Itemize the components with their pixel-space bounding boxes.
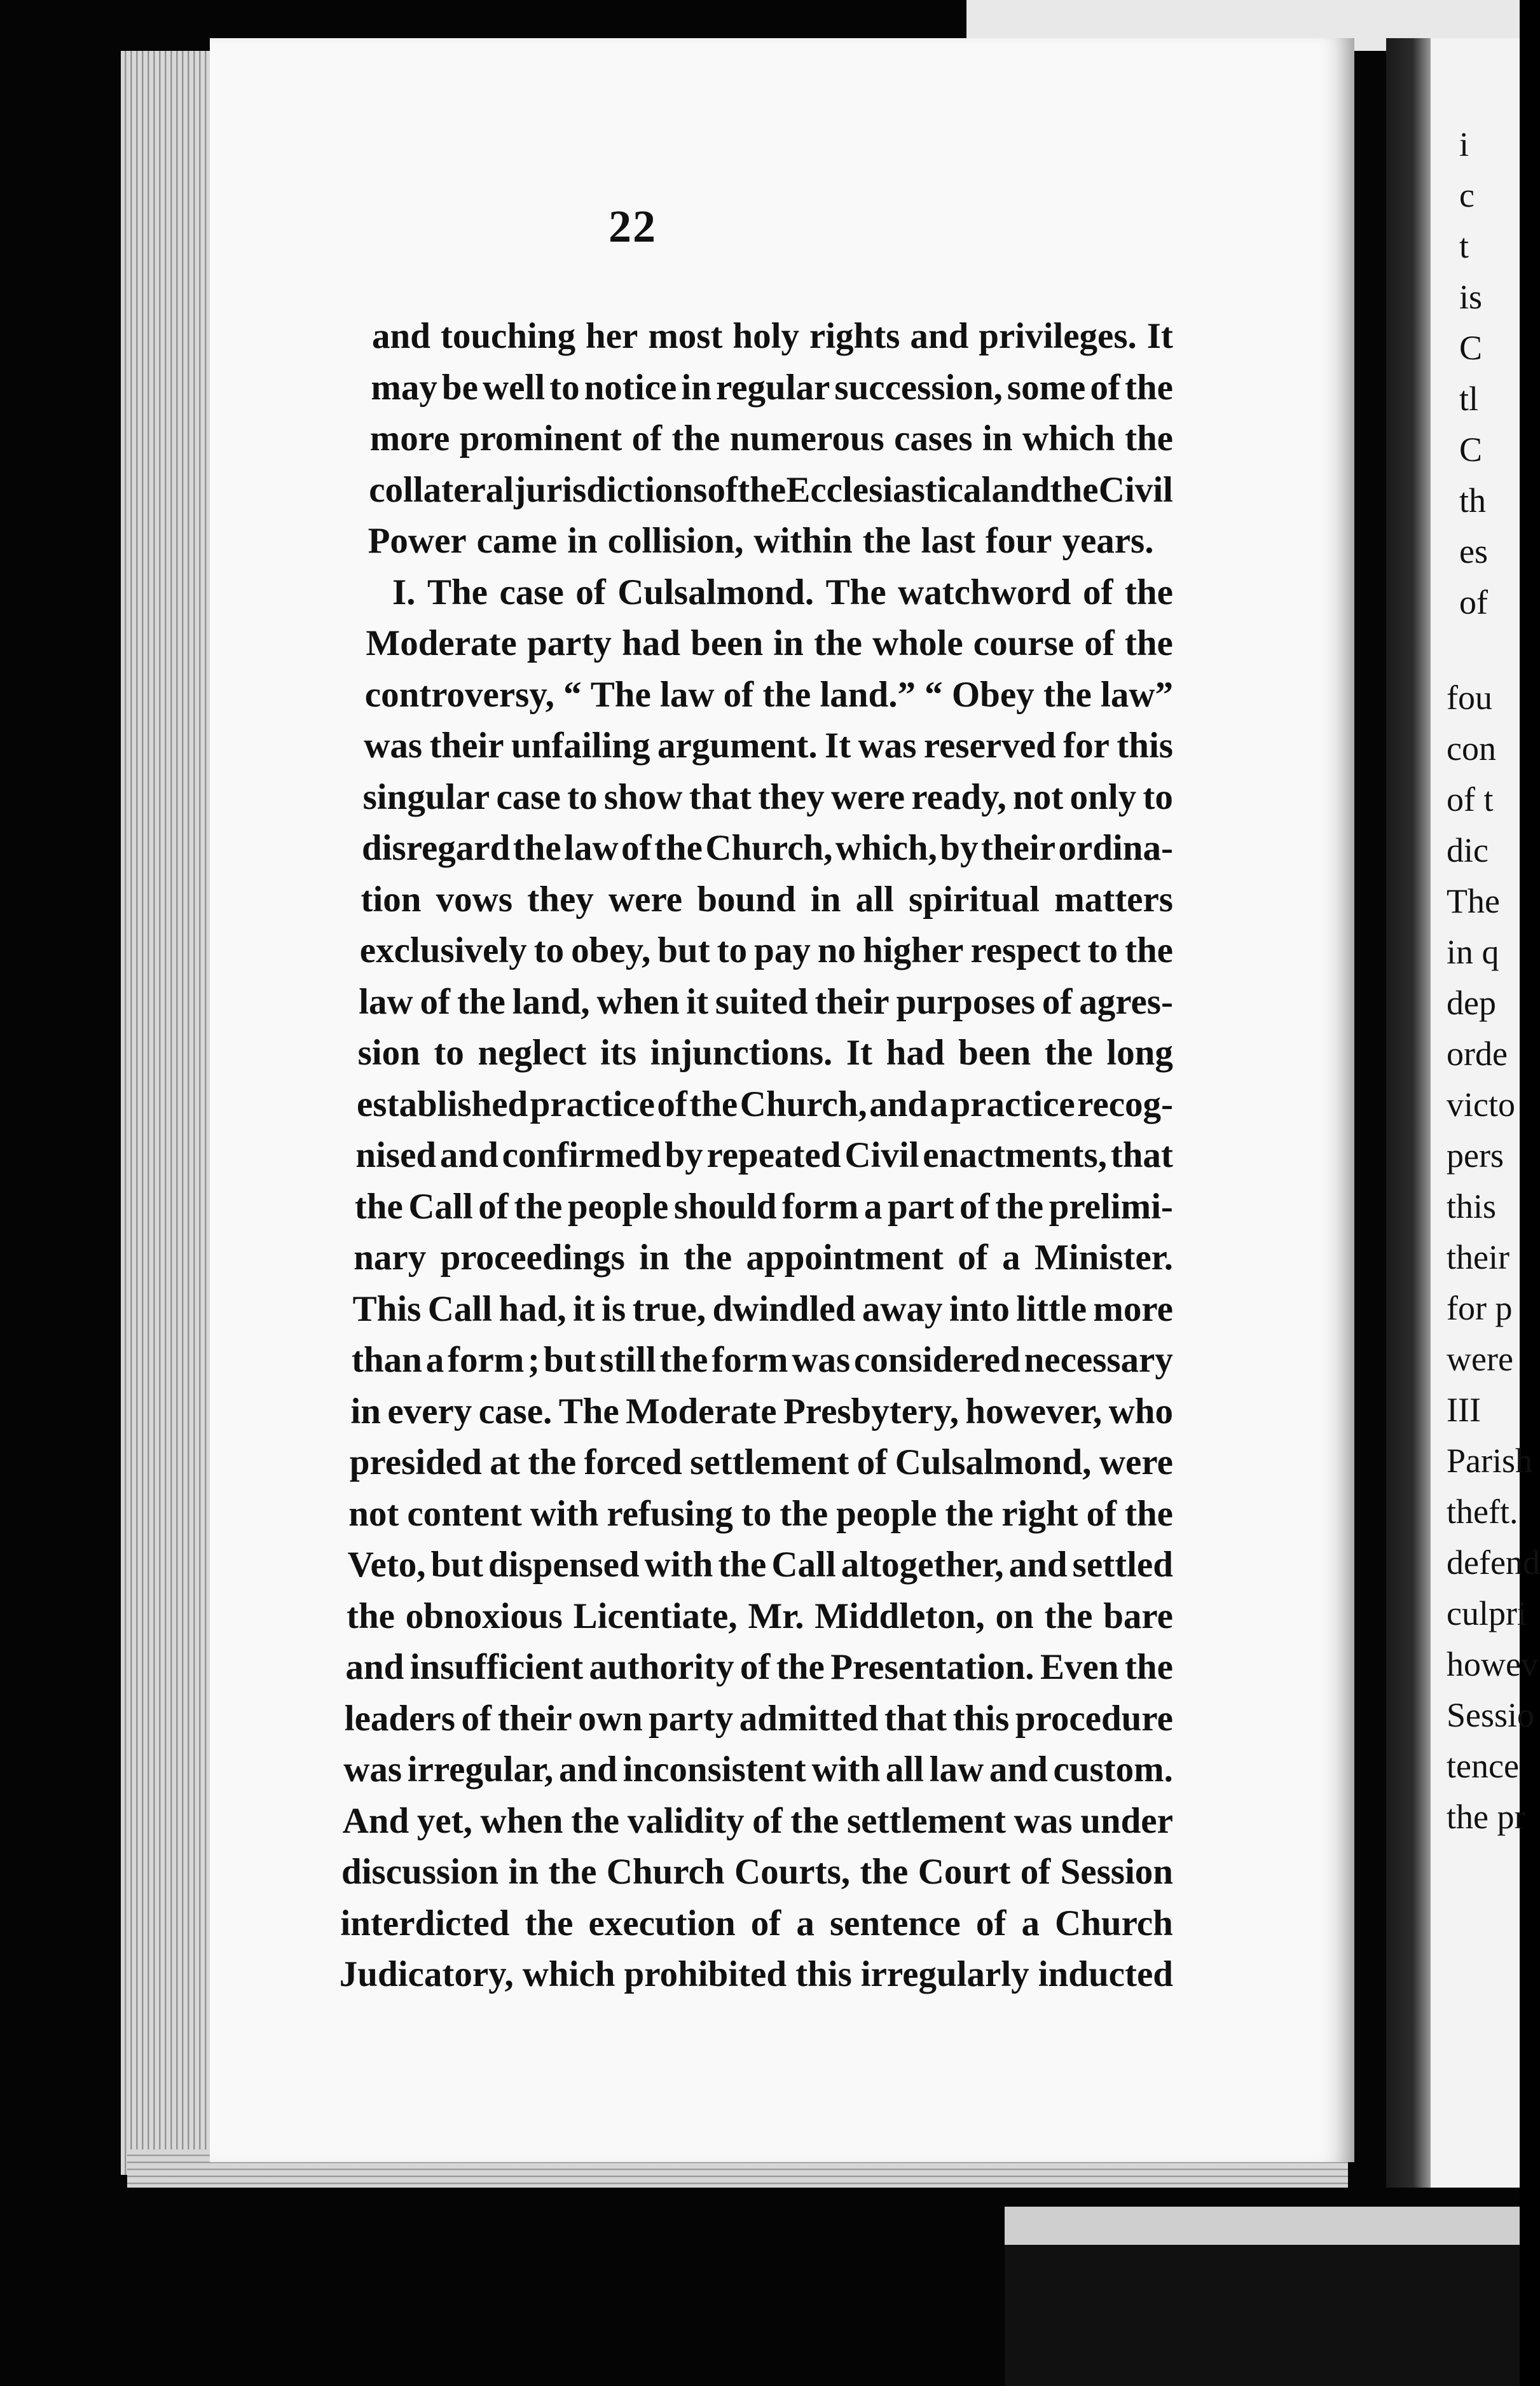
text-line: the obnoxious Licentiate, Mr. Middleton, on the bare [347,1596,1173,1636]
text-line: nised and confirmed by repeated Civil enactments, that [355,1135,1173,1175]
page-number: 22 [608,201,657,252]
text-line: and insufficient authority of the Presentation. Even the [345,1647,1173,1687]
text-line: controversy, “ The law of the land.” “ Obey the law” [364,674,1173,715]
lower-right-shadow [1005,2245,1520,2386]
text-line: interdicted the execution of a sentence of a Church [340,1903,1173,1943]
facing-page-fragment: Parish [1447,1442,1532,1480]
text-line: more prominent of the numerous cases in which the [369,418,1173,459]
text-line: Veto, but dispensed with the Call altogether, and settled [347,1545,1173,1585]
facing-page-fragment: the pr [1447,1798,1526,1836]
facing-page-fragment: The [1447,882,1500,920]
facing-page-fragment: con [1447,729,1496,768]
facing-page-fragment: tl [1459,380,1479,418]
facing-page-fragment: in q [1447,933,1499,971]
text-line: Moderate party had been in the whole course of the [366,623,1173,663]
facing-page-fragment: pers [1447,1136,1504,1175]
facing-page-fragment: C [1459,431,1483,469]
facing-page-fragment: theft. [1447,1493,1518,1531]
text-line: exclusively to obey, but to pay no higher respect to the [359,930,1173,970]
facing-page [1386,38,1540,2188]
text-line: sion to neglect its injunctions. It had been the long [357,1033,1173,1073]
facing-page-fragment: III [1447,1391,1481,1429]
facing-page-fragment: orde [1447,1035,1508,1073]
facing-page-fragment: of [1459,583,1488,621]
facing-page-fragment: were [1447,1340,1513,1378]
facing-page-fragment: C [1459,329,1483,367]
facing-page-fragment: culpri [1447,1594,1527,1632]
page-edges-left [121,51,216,2175]
text-line: presided at the forced settlement of Culsalmond, were [349,1442,1173,1482]
facing-page-fragment: defend [1447,1543,1540,1582]
text-line: collateral jurisdictions of the Ecclesiastical and the Civil [369,469,1173,510]
text-line: I. The case of Culsalmond. The watchword of the [392,572,1173,612]
text-line: singular case to show that they were ready, not only to [362,776,1173,817]
text-line: This Call had, it is true, dwindled away into little more [352,1288,1173,1329]
text-line: was their unfailing argument. It was reserved for this [364,726,1173,766]
facing-page-fragment: t [1459,227,1469,265]
facing-page-fragment: this [1447,1187,1497,1225]
text-line: disregard the law of the Church, which, by their ordina- [362,828,1173,868]
text-line: law of the land, when it suited their purposes of agres- [359,981,1173,1022]
facing-page-fragment: dic [1447,831,1488,869]
text-line: may be well to notice in regular succession, some of the [371,367,1173,408]
text-line: was irregular, and inconsistent with all law and custom. [343,1749,1173,1789]
text-line: not content with refusing to the people the right of the [348,1493,1173,1534]
facing-page-fragment: es [1459,532,1488,570]
facing-page-fragment: dep [1447,984,1496,1022]
facing-page-fragment: victo [1447,1086,1515,1124]
facing-page-fragment: of t [1447,780,1494,818]
facing-page-fragment: is [1459,278,1483,316]
text-line: than a form ; but still the form was considered necessary [352,1340,1173,1380]
text-line: discussion in the Church Courts, the Court of Session [341,1852,1173,1892]
text-line: and touching her most holy rights and privileges. It [372,316,1173,356]
facing-page-fragment: Sessio [1447,1696,1535,1734]
facing-page-gutter [1386,38,1431,2188]
text-line: And yet, when the validity of the settlement was under [342,1800,1173,1841]
facing-page-fragment: for p [1447,1289,1513,1327]
text-line: tion vows they were bound in all spiritual matters [361,879,1173,920]
text-line: in every case. The Moderate Presbytery, however, who [350,1391,1173,1431]
text-line: Power came in collision, within the last four years. [368,521,1154,561]
text-line: the Call of the people should form a part of the prelimi- [354,1186,1173,1227]
facing-page-fragment: th [1459,481,1487,520]
facing-page-fragment: their [1447,1238,1509,1276]
facing-page-fragment: tence [1447,1747,1519,1785]
text-line: leaders of their own party admitted that this procedure [344,1698,1173,1739]
facing-page-fragment: howev [1447,1645,1538,1683]
text-line: established practice of the Church, and a practice recog- [357,1084,1173,1124]
text-line: Judicatory, which prohibited this irregularly inducted [339,1954,1173,1994]
book-page [210,38,1354,2162]
facing-page-fragment: fou [1447,679,1492,717]
facing-page-fragment: c [1459,176,1475,214]
text-line: nary proceedings in the appointment of a Minister. [354,1238,1173,1278]
facing-page-fragment: i [1459,125,1469,163]
lower-right-strip [1005,2207,1520,2386]
